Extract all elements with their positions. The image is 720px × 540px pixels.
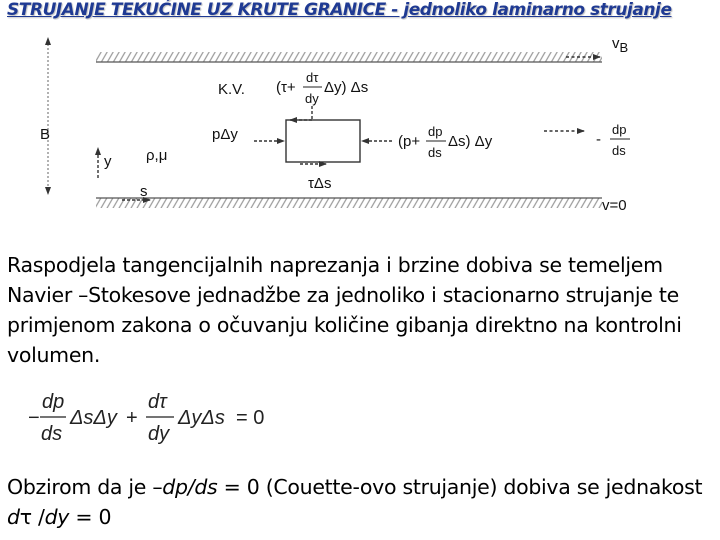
lower-fixed-wall: [96, 198, 602, 208]
right-pressure-rest: Δs) Δy: [448, 133, 493, 150]
control-volume-box: [286, 120, 360, 162]
page-title: STRUJANJE TEKUĆINE UZ KRUTE GRANICE - jednoliko laminarno strujanje: [7, 0, 672, 20]
eq-term1: ΔsΔy: [70, 407, 117, 429]
eq-dtau: dτ: [148, 391, 167, 413]
eq-ds: ds: [41, 423, 63, 445]
momentum-equation: [28, 386, 288, 452]
eq-term2: ΔyΔs: [178, 407, 225, 429]
eq-dy: dy: [148, 423, 170, 445]
right-pressure-ds: ds: [428, 145, 442, 160]
intro-paragraph: Raspodjela tangencijalnih naprezanja i brzine dobiva se temeljem Navier –Stokesove jednadžbe za jednoliko i stacionarno strujanje te primjenom zakona o očuvanju količine gibanja direktno na kontrolni volumen.: [7, 253, 682, 367]
right-pressure-open: (p+: [398, 133, 421, 150]
top-shear-dy: dy: [305, 91, 319, 106]
control-volume-label: K.V.: [218, 81, 245, 98]
conclusion-paragraph: [7, 472, 720, 532]
wall-velocity-label: vB: [612, 35, 629, 55]
pressure-gradient-minus: -: [596, 131, 601, 148]
s-axis-label: s: [140, 183, 148, 200]
conclusion-part-3: = 0 (Couette-ovo strujanje) dobiva se jednakost: [217, 475, 703, 499]
top-shear-rest: Δy) Δs: [324, 79, 369, 96]
eq-equals-zero: = 0: [236, 407, 265, 429]
eq-plus: +: [126, 407, 138, 429]
pressure-gradient-ds: ds: [612, 143, 626, 158]
top-shear-open: (τ+: [276, 79, 296, 96]
eq-minus: −: [28, 407, 40, 429]
conclusion-zero: = 0: [69, 505, 112, 529]
control-volume-diagram: [0, 28, 720, 228]
conclusion-d: d: [7, 505, 20, 529]
no-slip-label: v=0: [602, 197, 627, 214]
right-pressure-dp: dp: [428, 124, 443, 139]
pressure-gradient-dp: dp: [612, 122, 627, 137]
conclusion-dy: dy: [44, 505, 70, 529]
y-axis-label: y: [104, 153, 112, 170]
conclusion-slash: /: [31, 505, 45, 529]
conclusion-part-1: Obzirom da je –: [7, 475, 163, 499]
conclusion-dp-ds: dp/ds: [162, 475, 218, 499]
conclusion-tau: τ: [19, 505, 32, 529]
left-pressure-label: pΔy: [212, 126, 238, 143]
channel-height-label: B: [40, 126, 51, 143]
top-shear-dtau: dτ: [306, 70, 319, 85]
eq-dp: dp: [42, 391, 65, 413]
bottom-shear-label: τΔs: [308, 175, 332, 192]
upper-moving-wall: [96, 52, 602, 62]
fluid-properties-label: ρ,μ: [146, 147, 168, 164]
